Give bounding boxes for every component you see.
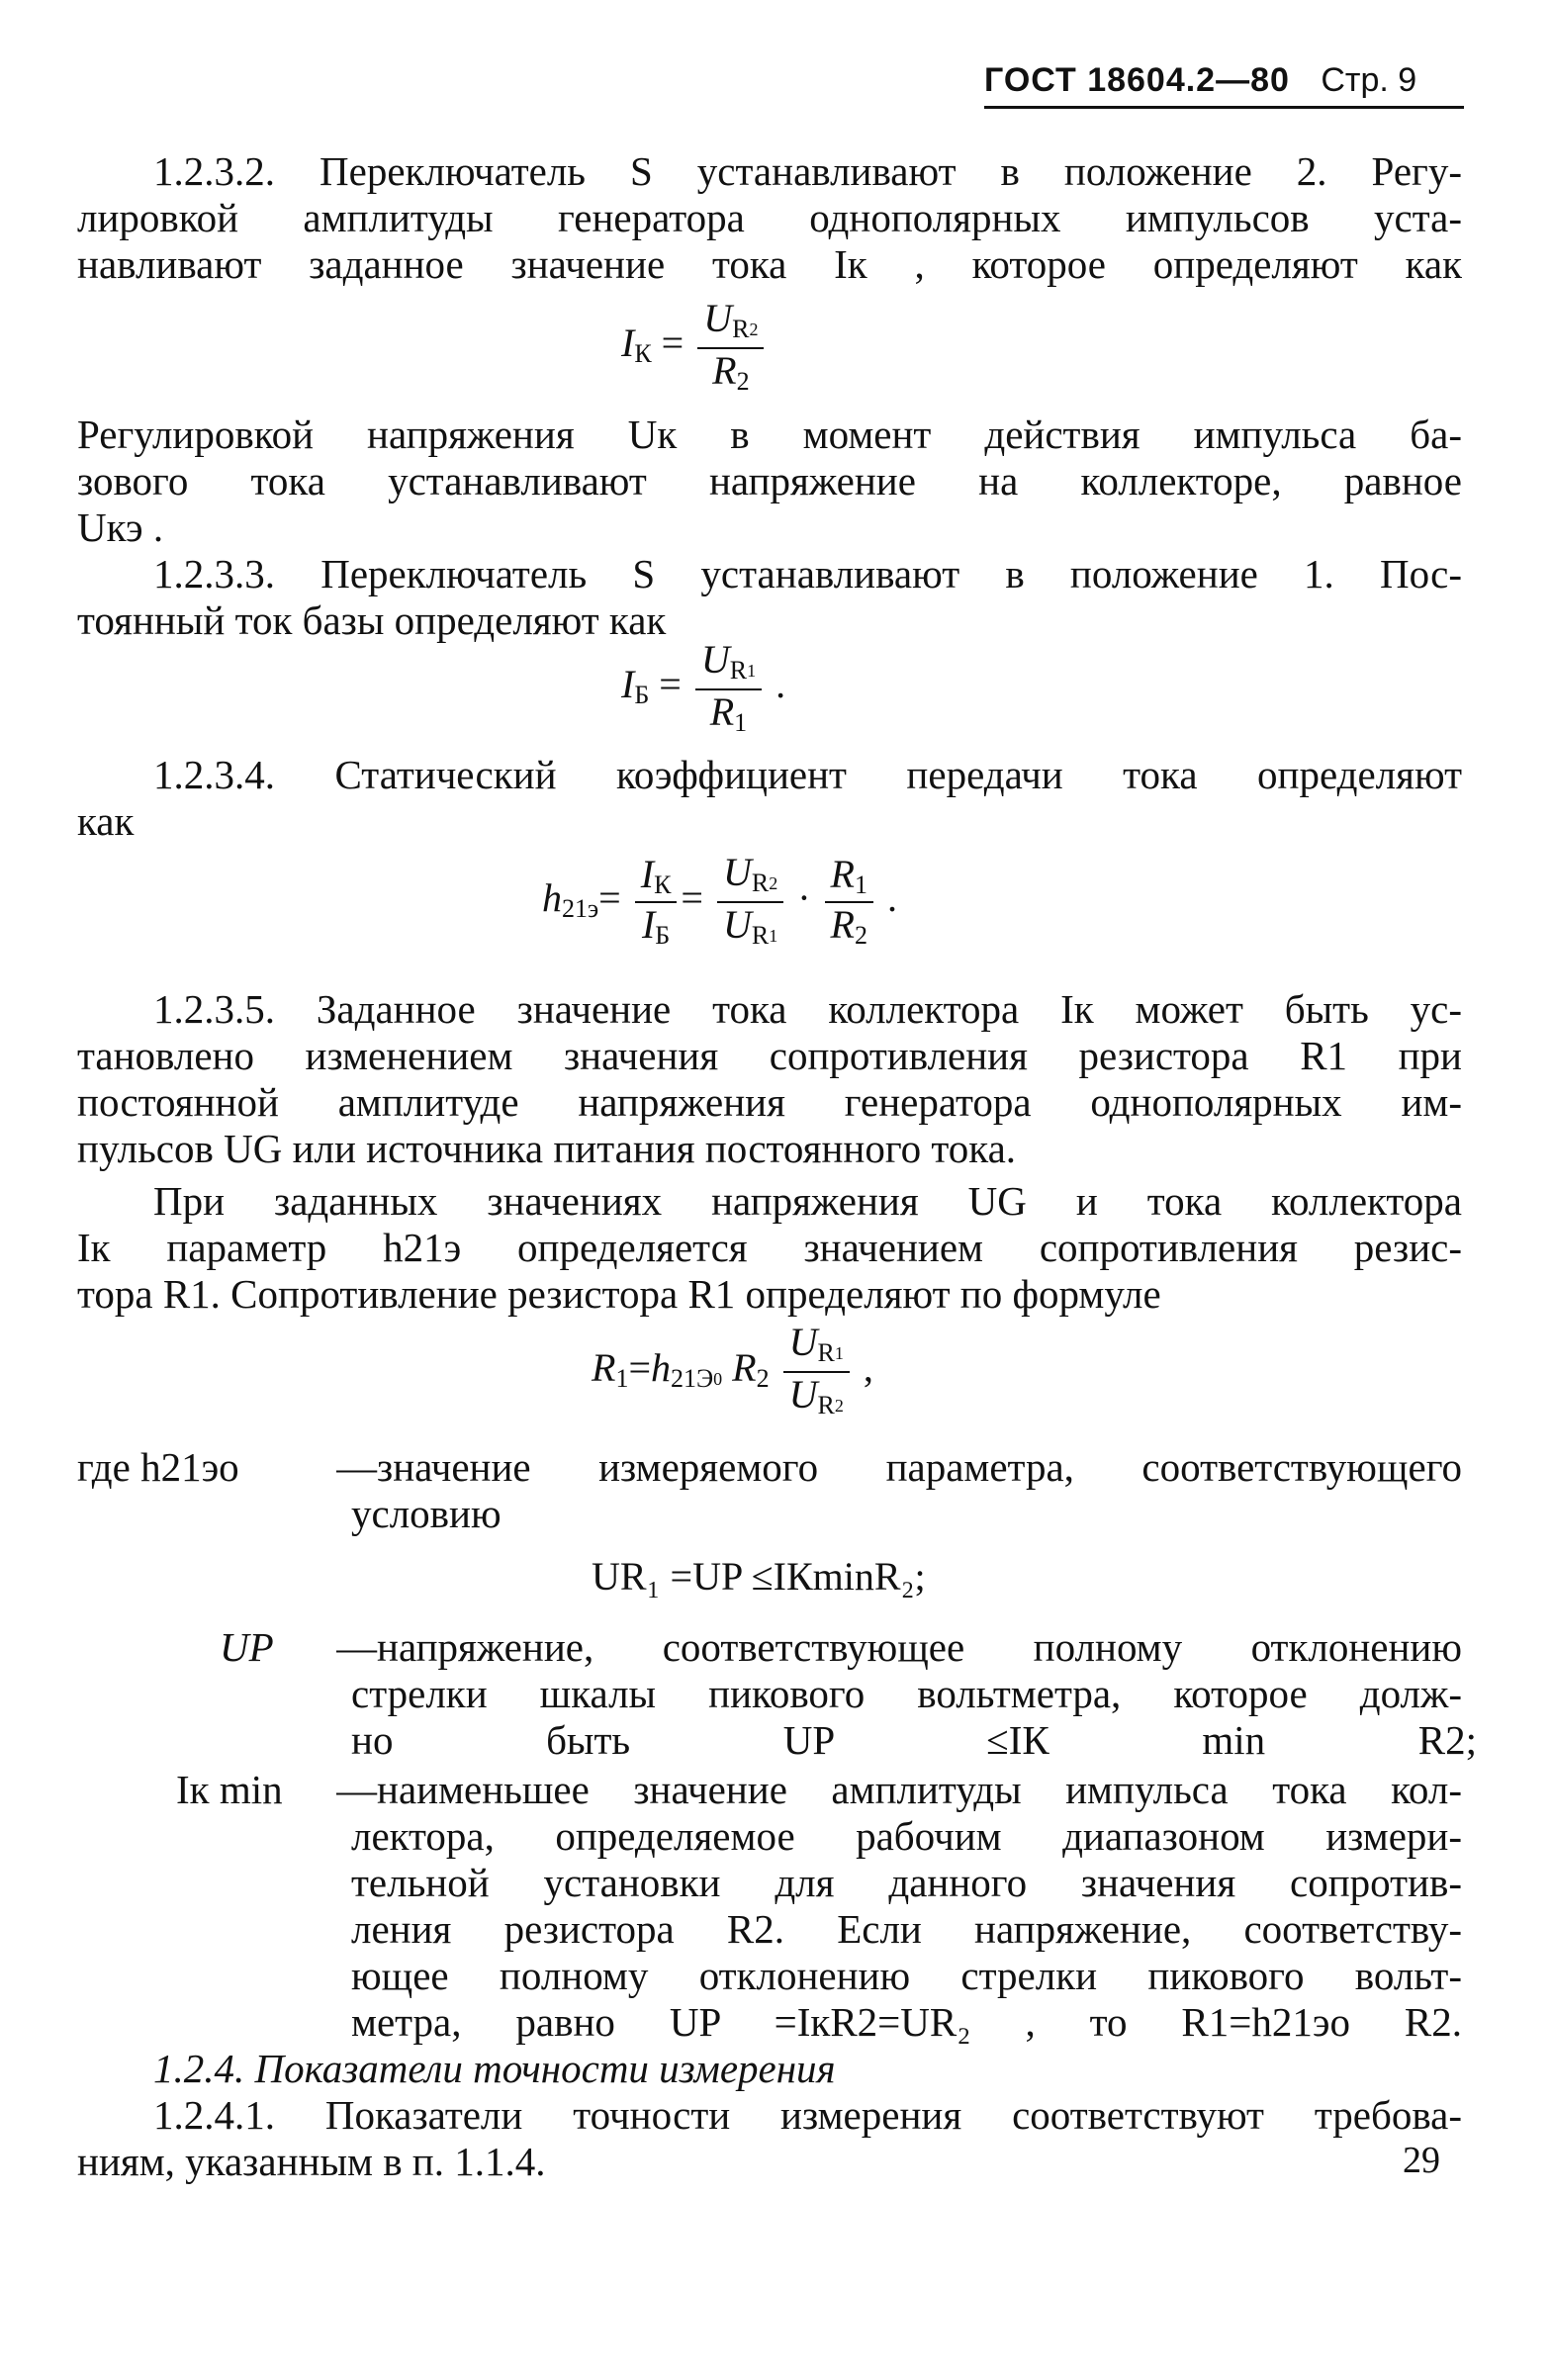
def-h21-line-2: условию [351, 1491, 502, 1536]
formula-ib: IБ = $\frac{UR1}{R1}$ . [621, 637, 786, 737]
para-1234-line-1: 1.2.3.4. Статический коэффициент передачи тока определяют [153, 752, 1462, 797]
para-reg-line-3: Uкэ . [77, 504, 164, 550]
page-header [984, 61, 1464, 109]
para-1232-line-3: навливают заданное значение тока Iк , которое определяют как [77, 241, 1462, 287]
section-124-title: 1.2.4. Показатели точности измерения [153, 2046, 836, 2091]
def-ikmin-line-3: тельной установки для данного значения сопротив- [351, 1860, 1462, 1905]
def-ikmin-line-4: ления резистора R2. Если напряжение, соответству- [351, 1906, 1462, 1952]
para-reg-line-2: зового тока устанавливают напряжение на коллекторе, равное [77, 458, 1462, 503]
para-1234-line-2: как [77, 798, 135, 844]
formula-condition: UR₁ =UP ≤IКminR₂; [592, 1554, 926, 1599]
para-1235-line-2: тановлено изменением значения сопротивления резистора R1 при [77, 1033, 1462, 1078]
formula-h21: h21э= $\frac{IК}{IБ}$ = $\frac{UR2}{UR1}$ · $\frac{R1}{R2}$ . [542, 851, 897, 954]
formula-r1: R1=h21Э0 R2 $\frac{UR1}{UR2}$ , [592, 1321, 873, 1423]
para-1233-line-1: 1.2.3.3. Переключатель S устанавливают в положение 1. Пос- [153, 551, 1462, 596]
def-up-line-3: но быть UP ≤IК min R2; [351, 1717, 1477, 1763]
para-1232-line-1: 1.2.3.2. Переключатель S устанавливают в положение 2. Регу- [153, 148, 1462, 194]
def-h21-line-1: —значение измеряемого параметра, соответствующего [336, 1444, 1462, 1490]
def-ikmin-line-1: —наименьшее значение амплитуды импульса тока кол- [336, 1767, 1462, 1812]
para-given-line-3: тора R1. Сопротивление резистора R1 определяют по формуле [77, 1271, 1161, 1317]
def-up-line-2: стрелки шкалы пикового вольтметра, которое долж- [351, 1671, 1462, 1716]
def-up-line-1: —напряжение, соответствующее полному отклонению [336, 1624, 1462, 1670]
para-1232-line-2: лировкой амплитуды генератора однополярных импульсов уста- [77, 195, 1462, 240]
para-given-line-1: При заданных значениях напряжения UG и тока коллектора [153, 1178, 1462, 1224]
para-1241-line-2: ниям, указанным в п. 1.1.4. [77, 2139, 546, 2184]
formula-ik: IК = $\frac{UR2}{R2}$ [621, 297, 768, 398]
page-number: 29 [1403, 2140, 1440, 2181]
para-reg-line-1: Регулировкой напряжения Uк в момент действия импульса ба- [77, 412, 1462, 457]
para-1241-line-1: 1.2.4.1. Показатели точности измерения соответствуют требова- [153, 2092, 1462, 2138]
def-ikmin-line-5: ющее полному отклонению стрелки пикового вольт- [351, 1953, 1462, 1998]
para-1235-line-4: пульсов UG или источника питания постоянного тока. [77, 1126, 1017, 1171]
para-given-line-2: Iк параметр h21э определяется значением сопротивления резис- [77, 1225, 1462, 1270]
def-ikmin-line-6: метра, равно UP =IкR2=UR₂ , то R1=h21эо R2. [351, 1999, 1462, 2045]
def-term-ikmin: Iк min [176, 1767, 283, 1812]
header-page-label: Стр. 9 [1321, 61, 1417, 99]
def-ikmin-line-2: лектора, определяемое рабочим диапазоном измери- [351, 1813, 1462, 1859]
para-1235-line-1: 1.2.3.5. Заданное значение тока коллектора Iк может быть ус- [153, 986, 1462, 1032]
def-term-up: UP [220, 1624, 274, 1670]
standard-number: ГОСТ 18604.2—80 [984, 61, 1290, 99]
para-1233-line-2: тоянный ток базы определяют как [77, 597, 667, 643]
para-1235-line-3: постоянной амплитуде напряжения генератора однополярных им- [77, 1079, 1462, 1125]
def-term-h21: где h21эо [77, 1444, 239, 1490]
